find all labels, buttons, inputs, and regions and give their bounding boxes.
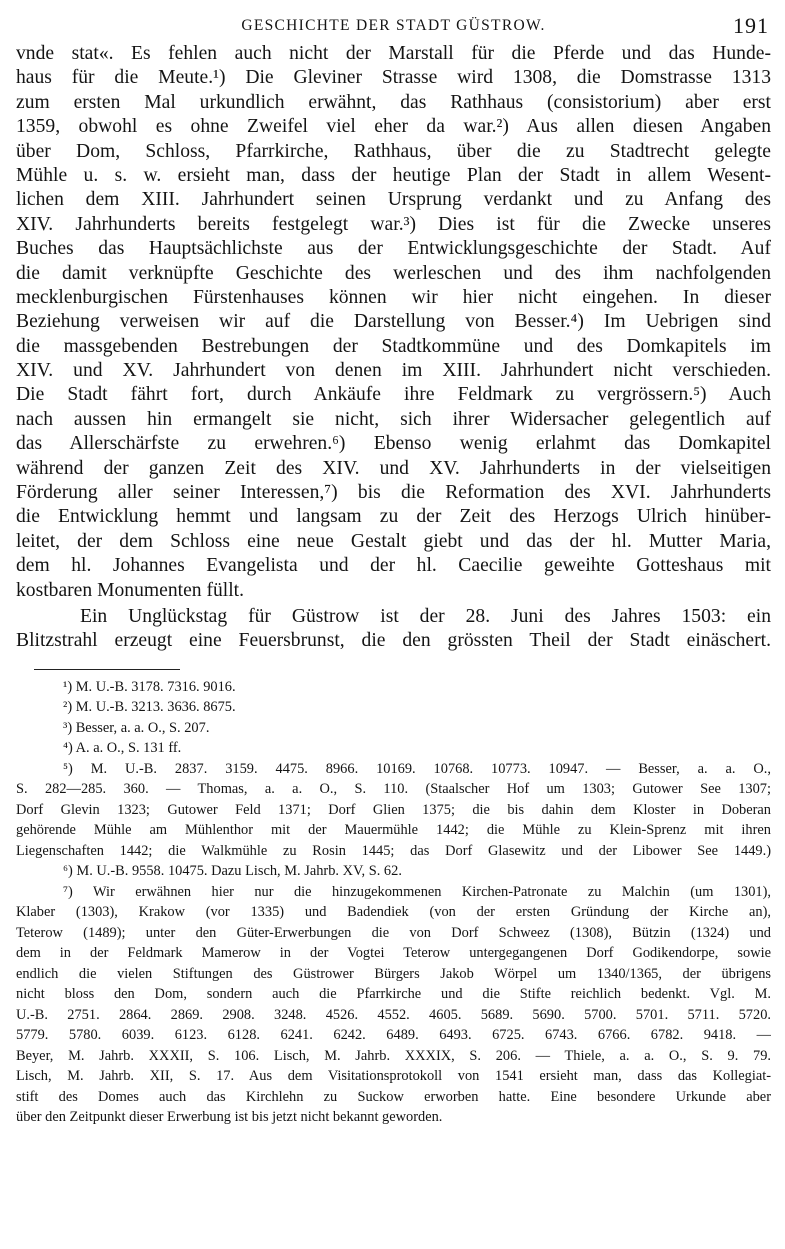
footnote-line: ⁵) M. U.-B. 2837. 3159. 4475. 8966. 10169. 10768. 10773. 10947. — Besser, a. a. O., (63, 760, 771, 777)
text-line: nach aussen hin ermangelt sie nicht, sich ihrer Widersacher gelegentlich auf (16, 408, 771, 430)
text-line: vnde stat«. Es fehlen auch nicht der Marstall für die Pferde und das Hunde- (16, 43, 771, 64)
paragraph-2 (16, 605, 771, 654)
footnote-line: gehörende Mühle am Mühlenthor mit der Mauermühle 1442; die Mühle zu Klein-Sprenz mit ihren (16, 822, 771, 839)
text-line: während der ganzen Zeit des XIV. und XV. Jahrhunderts in der vielseitigen (16, 457, 771, 479)
text-line: Mühle u. s. w. ersieht man, dass der heutige Plan der Stadt in allem Wesent- (16, 164, 771, 186)
text-line: Ein Unglückstag für Güstrow ist der 28. Juni des Jahres 1503: ein (80, 605, 771, 627)
text-line: Förderung aller seiner Interessen,⁷) bis die Reformation des XVI. Jahrhunderts (16, 482, 771, 504)
footnote-line: stift des Domes auch das Kirchlehn zu Suckow erworben hatte. Eine besondere Urkunde aber (16, 1088, 771, 1105)
text-line: zum ersten Mal urkundlich erwähnt, das Rathhaus (consistorium) aber erst (16, 91, 771, 113)
running-head (16, 10, 771, 40)
text-line: mecklenburgischen Fürstenhauses können wir hier nicht eingehen. In dieser (16, 286, 771, 308)
text-line: die damit verknüpfte Geschichte des werleschen und des ihm nachfolgenden (16, 262, 771, 284)
footnote-line: dem in der Feldmark Mamerow in der Vogtei Teterow untergegangenen Dorf Godikendorpe, sowie (16, 945, 771, 962)
text-line: Die Stadt fährt fort, durch Ankäufe ihre Feldmark zu vergrössern.⁵) Auch (16, 384, 771, 406)
text-line: lichen dem XIII. Jahrhundert seinen Ursprung verdankt und zu Anfang des (16, 189, 771, 211)
footnote-line: nicht bloss den Dom, sondern auch die Pfarrkirche und die Stifte reichlich bedenkt. Vgl. M. (16, 986, 771, 1003)
text-line: leitet, der dem Schloss eine neue Gestalt giebt und das der hl. Mutter Maria, (16, 530, 771, 552)
footnote-line: ²) M. U.-B. 3213. 3636. 8675. (63, 699, 236, 716)
footnote-separator (34, 669, 180, 670)
text-line: kostbaren Monumenten füllt. (16, 579, 245, 601)
text-line: Blitzstrahl erzeugt eine Feuersbrunst, die den grössten Theil der Stadt einäschert. (16, 630, 771, 652)
text-line: dem hl. Johannes Evangelista und der hl. Caecilie geweihte Gotteshaus mit (16, 555, 771, 577)
footnote-line: ³) Besser, a. a. O., S. 207. (63, 719, 210, 736)
text-line: 1359, obwohl es ohne Zweifel viel eher da war.²) Aus allen diesen Angaben (16, 116, 771, 138)
footnote-line: 5779. 5780. 6039. 6123. 6128. 6241. 6242. 6489. 6493. 6725. 6743. 6766. 6782. 9418. — (16, 1027, 771, 1044)
footnote-line: Liegenschaften 1442; die Walkmühle zu Rosin 1445; das Dorf Glasewitz und der Libower See 1449.) (16, 842, 771, 859)
footnote-line: endlich die vielen Stiftungen des Güstrower Bürgers Jakob Wörpel um 1340/1365, der übrigens (16, 965, 771, 982)
footnote-line: S. 282—285. 360. — Thomas, a. a. O., S. 110. (Staalscher Hof um 1303; Gutower See 1307; (16, 781, 771, 798)
body-text (16, 42, 771, 654)
footnote-line: ¹) M. U.-B. 3178. 7316. 9016. (63, 678, 236, 695)
text-line: XIV. und XV. Jahrhundert von denen im XIII. Jahrhundert nicht verschieden. (16, 360, 771, 382)
text-line: haus für die Meute.¹) Die Gleviner Strasse wird 1308, die Domstrasse 1313 (16, 67, 771, 89)
footnote-line: über den Zeitpunkt dieser Erwerbung ist bis jetzt nicht bekannt geworden. (16, 1109, 443, 1126)
footnote-line: U.-B. 2751. 2864. 2869. 2908. 3248. 4526. 4552. 4605. 5689. 5690. 5700. 5701. 5711. 5720. (16, 1006, 771, 1023)
footnote-line: Beyer, M. Jahrb. XXXII, S. 106. Lisch, M. Jahrb. XXXIX, S. 206. — Thiele, a. a. O., S. 9. 79. (16, 1047, 771, 1064)
paragraph-1 (16, 42, 771, 603)
footnotes (16, 677, 771, 1128)
footnote-line: ⁶) M. U.-B. 9558. 10475. Dazu Lisch, M. Jahrb. XV, S. 62. (63, 863, 402, 880)
footnote-line: Lisch, M. Jahrb. XII, S. 17. Aus dem Visitationsprotokoll von 1541 ersieht man, dass das Kollegiat- (16, 1068, 771, 1085)
text-line: über Dom, Schloss, Pfarrkirche, Rathhaus, über die zu Stadtrecht gelegte (16, 140, 771, 162)
text-line: XIV. Jahrhunderts bereits festgelegt war.³) Dies ist für die Zwecke unseres (16, 213, 771, 235)
footnote-line: ⁴) A. a. O., S. 131 ff. (63, 740, 182, 757)
text-line: die Entwicklung hemmt und langsam zu der Zeit des Herzogs Ulrich hinüber- (16, 506, 771, 528)
footnote-line: Dorf Glevin 1323; Gutower Feld 1371; Dorf Glien 1375; die bis dahin dem Kloster in Doberan (16, 801, 771, 818)
footnote-line: Teterow (1489); unter den Güter-Erwerbungen die von Dorf Schweez (1308), Bützin (1324) und (16, 924, 771, 941)
text-line: Beziehung verweisen wir auf die Darstellung von Besser.⁴) Im Uebrigen sind (16, 311, 771, 333)
running-title: GESCHICHTE DER STADT GÜSTROW. (241, 17, 546, 34)
footnote-line: Klaber (1303), Krakow (vor 1335) und Badendiek (von der ersten Gründung der Kirche an), (16, 904, 771, 921)
footnote-line: ⁷) Wir erwähnen hier nur die hinzugekommenen Kirchen-Patronate zu Malchin (um 1301), (63, 883, 771, 900)
text-line: die massgebenden Bestrebungen der Stadtkommüne und des Domkapitels im (16, 335, 771, 357)
page-number: 191 (733, 13, 769, 38)
text-line: Buches das Hauptsächlichste aus der Entwicklungsgeschichte der Stadt. Auf (16, 238, 771, 260)
text-line: das Allerschärfste zu erwehren.⁶) Ebenso wenig erlahmt das Domkapitel (16, 433, 771, 455)
